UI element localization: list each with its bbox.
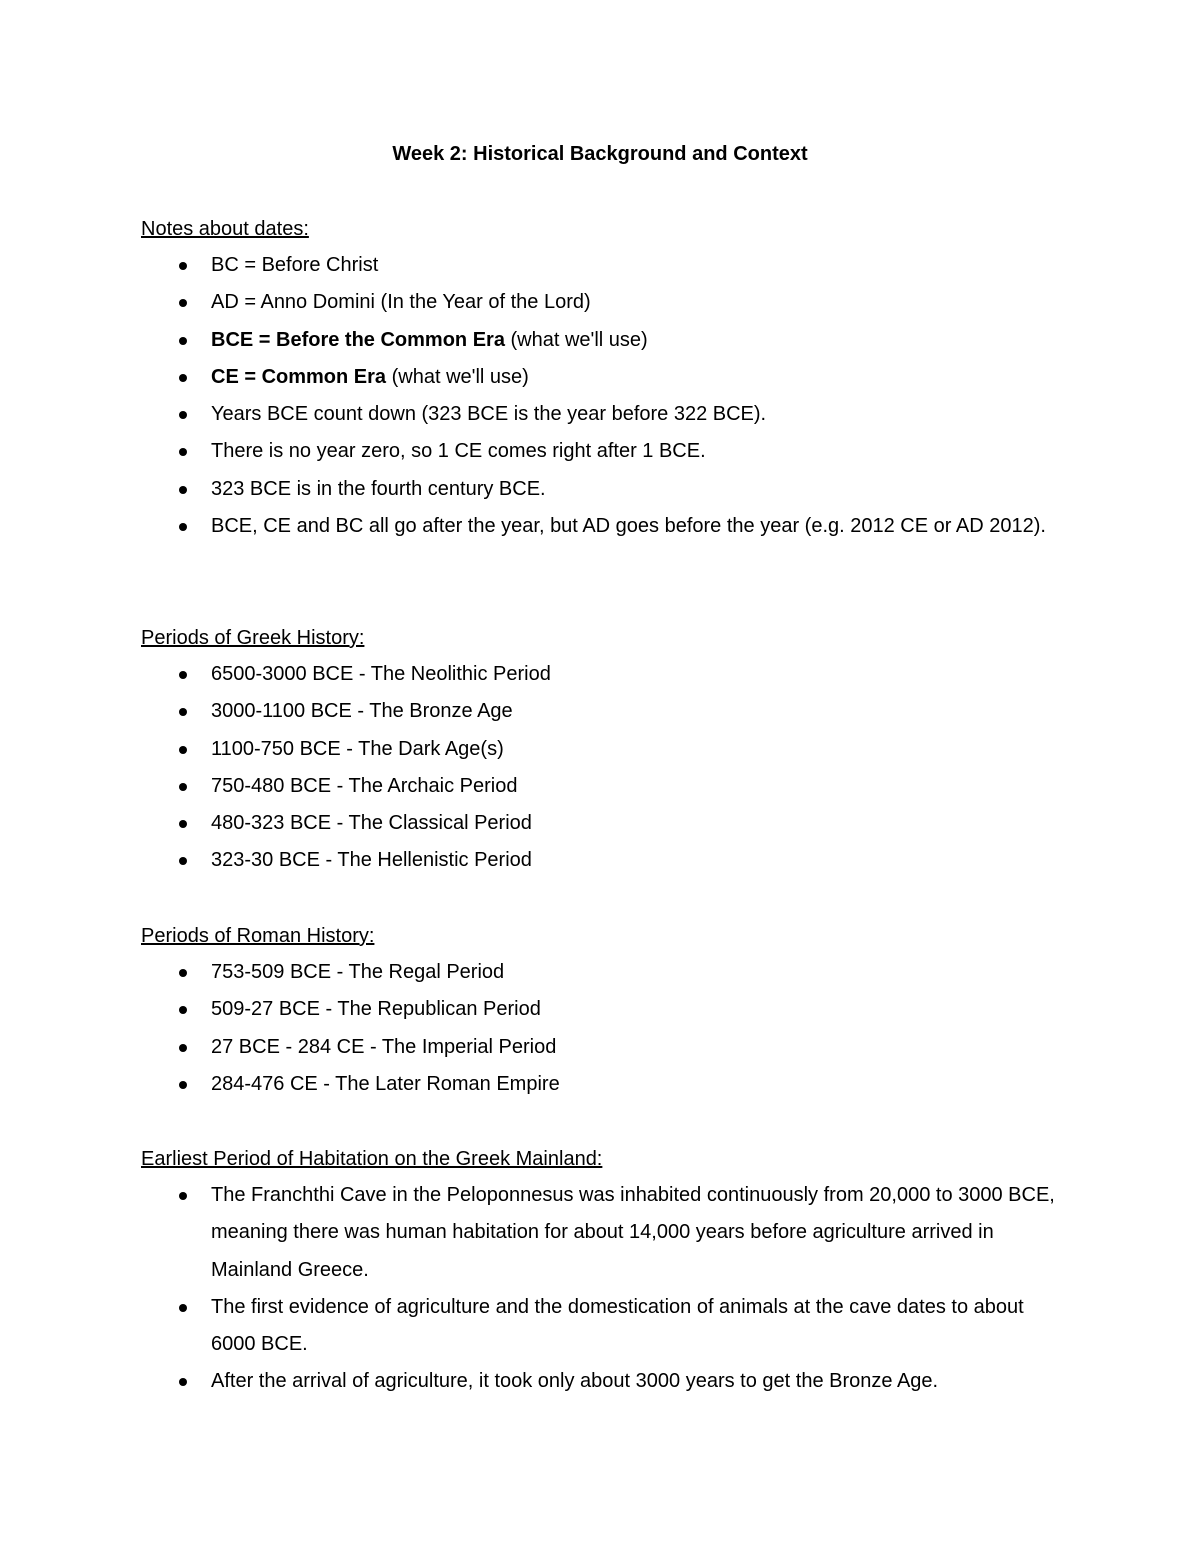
list-item-text: (what we'll use) (386, 365, 529, 388)
list-item (0, 1289, 1200, 1364)
list-item-text: 3000-1100 BCE - The Bronze Age (211, 700, 513, 723)
list-item (0, 805, 1200, 842)
bullet-icon (179, 299, 187, 307)
bullet-icon (179, 486, 187, 494)
list-item-bold-text: CE = Common Era (211, 365, 387, 388)
list-item-text: 1100-750 BCE - The Dark Age(s) (211, 737, 504, 760)
list-item-text: After the arrival of agriculture, it took only about 3000 years to get the Bronze Age. (211, 1370, 939, 1393)
list-item (0, 359, 1200, 396)
page-title: Week 2: Historical Background and Context (392, 143, 808, 165)
list-item (0, 1177, 1200, 1289)
list-item-text: 27 BCE - 284 CE - The Imperial Period (211, 1035, 557, 1058)
bullet-icon (179, 671, 187, 679)
list-item (0, 1029, 1200, 1066)
list-item (0, 433, 1200, 470)
list-item-text: Years BCE count down (323 BCE is the year before 322 BCE). (211, 403, 767, 426)
list-item (0, 768, 1200, 805)
bullet-icon (179, 857, 187, 865)
list-item (0, 991, 1200, 1028)
section-heading-greek: Periods of Greek History: (141, 627, 365, 649)
bullet-icon (179, 411, 187, 419)
bullet-icon (179, 708, 187, 716)
section-heading-habitation: Earliest Period of Habitation on the Greek Mainland: (141, 1148, 603, 1170)
bullet-icon (179, 337, 187, 345)
list-item (0, 731, 1200, 768)
list-item (0, 322, 1200, 359)
list-item-text: 480-323 BCE - The Classical Period (211, 812, 532, 835)
list-item (0, 471, 1200, 508)
bullet-icon (179, 1304, 187, 1312)
list-item-text: BC = Before Christ (211, 254, 379, 276)
bullet-icon (179, 783, 187, 791)
bullet-icon (179, 1192, 187, 1200)
dates-list (0, 247, 1200, 545)
bullet-icon (179, 1006, 187, 1014)
bullet-icon (179, 262, 187, 270)
list-item-text: 509-27 BCE - The Republican Period (211, 998, 541, 1021)
list-item (0, 396, 1200, 433)
section-heading-roman: Periods of Roman History: (141, 925, 375, 947)
bullet-icon (179, 448, 187, 456)
bullet-icon (179, 374, 187, 382)
bullet-icon (179, 1044, 187, 1052)
list-item-text: AD = Anno Domini (In the Year of the Lord) (211, 291, 591, 314)
habitation-list (0, 1177, 1200, 1401)
list-item-text: (what we'll use) (504, 328, 648, 351)
list-item-text: 750-480 BCE - The Archaic Period (211, 774, 518, 797)
list-item (0, 508, 1200, 545)
list-item-bold-text: BCE = Before the Common Era (211, 328, 505, 351)
list-item (0, 954, 1200, 991)
bullet-icon (179, 1081, 187, 1089)
list-item-text: 323-30 BCE - The Hellenistic Period (211, 849, 532, 872)
roman-periods-list (0, 954, 1200, 1103)
list-item (0, 842, 1200, 879)
list-item-text: 323 BCE is in the fourth century BCE. (211, 477, 546, 500)
list-item (0, 284, 1200, 321)
bullet-icon (179, 820, 187, 828)
bullet-icon (179, 969, 187, 977)
list-item-text: BCE, CE and BC all go after the year, but AD goes before the year (e.g. 2012 CE or AD 2012). (211, 515, 1046, 538)
list-item-text: The first evidence of agriculture and the domestication of animals at the cave dates to about 6000 BCE. (211, 1295, 1024, 1356)
list-item-text: 6500-3000 BCE - The Neolithic Period (211, 663, 551, 685)
bullet-icon (179, 746, 187, 754)
list-item (0, 1066, 1200, 1103)
list-item (0, 656, 1200, 693)
section-heading-dates: Notes about dates: (141, 218, 309, 240)
list-item-text: 753-509 BCE - The Regal Period (211, 961, 505, 983)
greek-periods-list (0, 656, 1200, 880)
list-item-text: 284-476 CE - The Later Roman Empire (211, 1072, 560, 1095)
bullet-icon (179, 523, 187, 531)
list-item (0, 1363, 1200, 1400)
list-item (0, 247, 1200, 284)
list-item (0, 693, 1200, 730)
bullet-icon (179, 1378, 187, 1386)
list-item-text: The Franchthi Cave in the Peloponnesus was inhabited continuously from 20,000 to 3000 BCE, meaning there was human habitation for about 14,000 years before agriculture arrived in Mainland Greece. (211, 1184, 1055, 1281)
list-item-text: There is no year zero, so 1 CE comes right after 1 BCE. (211, 440, 706, 463)
